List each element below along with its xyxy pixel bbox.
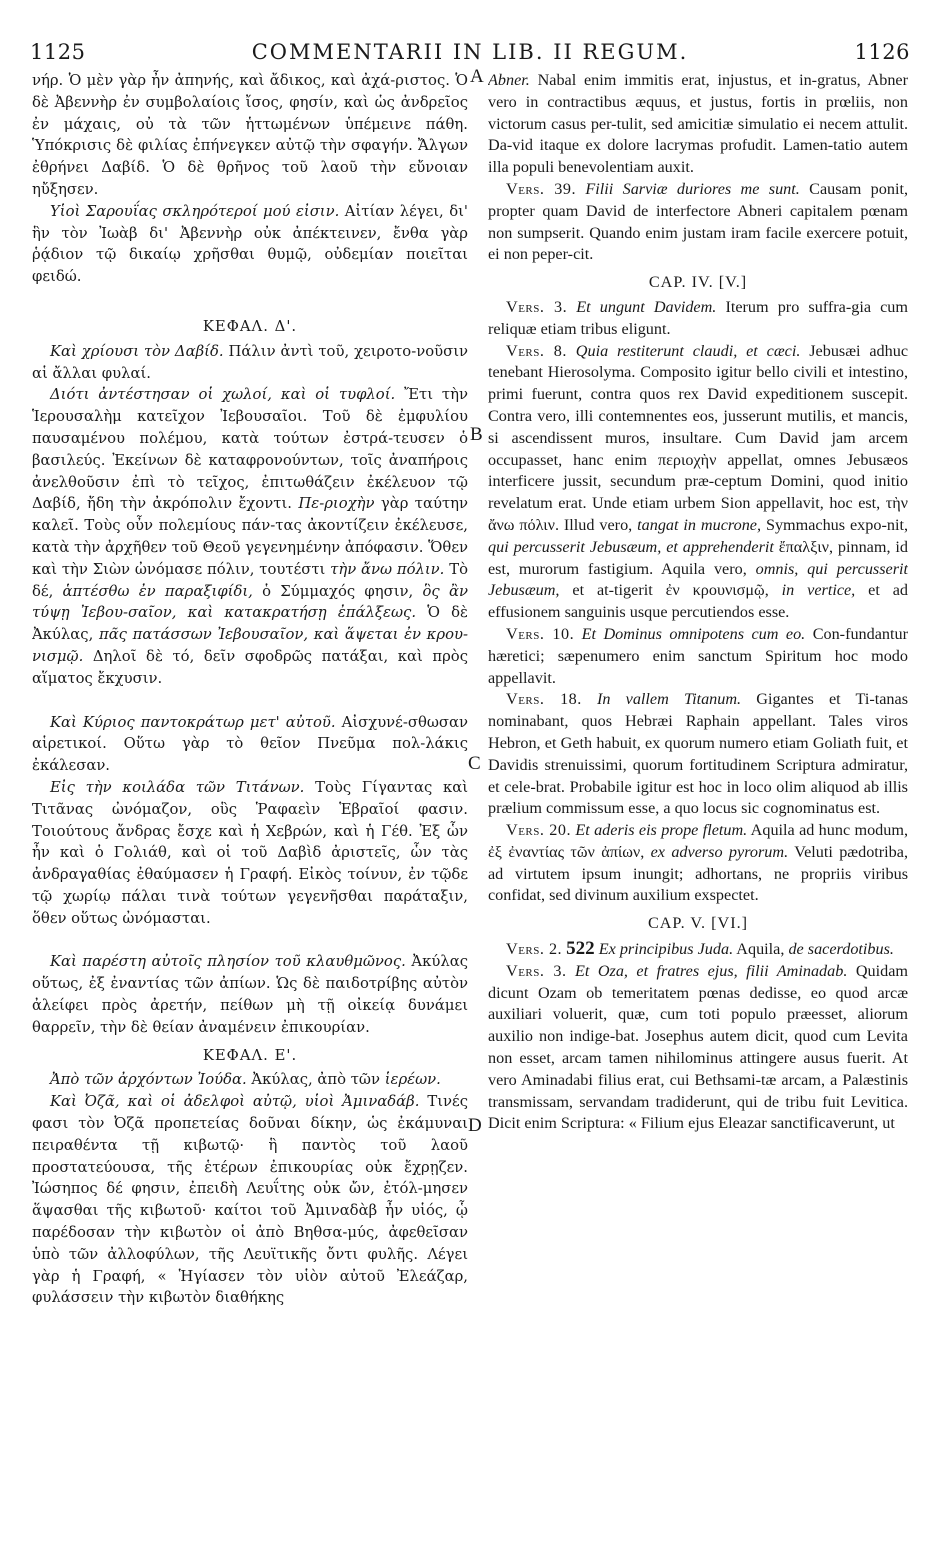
latin-paragraph: Vers. 20. Et aderis eis prope fletum. Aquila ad hunc modum, ἐξ ἐναντίας τῶν ἀπίων, ex adverso pyrorum. Veluti pædotriba, ad virtutem ipsum inungit; adhortans, ne propriis viribus confidat, sed divinum auxilium exspectet.	[488, 821, 908, 905]
greek-paragraph: νήρ. Ὁ μὲν γὰρ ἦν ἀπηνής, καὶ ἄδικος, καὶ ἀχά-ριστος. Ὁ δὲ Ἀβεννὴρ ἐν συμβολαίοις ἴσος, φησίν, καὶ ὡς ἀνδρεῖος ἐν μάχαις, οὐ τὰ τῶν ἡττωμένων ὑπέμεινε πάθη. Ὑπόκρισις δὲ φιλίας ἐπήνεγκεν αὐτῷ τὴν σφαγήν. Ἄλγων ἐθρήνει Δαβίδ. Ὁ δὲ θρῆνος τοῦ λαοῦ τὴν εὔνοιαν ηὔξησεν.	[32, 72, 468, 198]
spacer	[32, 288, 468, 310]
margin-marker-c: C	[468, 753, 481, 774]
greek-paragraph: Καὶ Κύριος παντοκράτωρ μετ' αὐτοῦ. Αἰσχυνέ-σθωσαν αἱρετικοί. Οὕτω γὰρ τὸ θεῖον Πνεῦμα πολ-λάκις ἐκάλεσαν.	[32, 713, 468, 775]
latin-paragraph: Vers. 2. 522 Ex principibus Juda. Aquila, de sacerdotibus.	[506, 938, 894, 960]
chapter-heading-latin-5: CAP. V. [VI.]	[647, 914, 749, 933]
latin-paragraph: Vers. 18. In vallem Titanum. Gigantes et Ti-tanas nominabant, quos Hebræi Raphain appellant. Tales viros Hebron, et Geth habuit, ex quorum numero etiam Goliath fuit, et Davidis strenuissimi, quorum fortitudinem Scriptura admiratur, et cele-brat. Probabile igitur est hoc in loco olim aliquod ab illis prælium commissum esse, a quo locus sic cognominatus est.	[488, 690, 908, 818]
greek-paragraph: Εἰς τὴν κοιλάδα τῶν Τιτάνων. Τοὺς Γίγαντας καὶ Τιτᾶνας ὠνόμαζον, οὓς Ῥαφαεὶν Ἑβραῖοί φασιν. Τοιούτους ἄνδρας ἔσχε καὶ ἡ Χεβρών, καὶ ἡ Γέθ. Ἐξ ὧν ἦν καὶ ὁ Γολιάθ, καὶ οἱ τοῦ Δαβὶδ ἀριστεῖς, ὧν τὰς ἀνδραγαθίας ἐθαύμασεν ἡ Γραφή. Εἰκὸς τοίνυν, ἐν τῷδε τῷ χωρίῳ πάλαι τινὰ τούτων γεγενῆσθαι παράταξιν, ὅθεν οὕτως ὠνόμασται.	[32, 778, 468, 927]
latin-column	[488, 70, 908, 1525]
running-title: COMMENTARII IN LIB. II REGUM.	[251, 40, 689, 64]
spacer	[32, 929, 468, 951]
latin-paragraph: Vers. 3. Et Oza, et fratres ejus, filii Aminadab. Quidam dicunt Ozam ob temeritatem pœnas dedisse, eo quod arcæ auxiliari voluerit, quæ, cum toti populo præesset, aliorum auxilio non indige-bat. Josephus autem dicit, quod cum Levita non esset, arcam tamen nihilominus attingere ausus fuerit. At vero Aminadabi filius erat, cui Bethsami-tæ arcam, a Palæstinis transmissam, servandam tradiderunt, qui de tribu fuit Levitica. Dicit enim Scriptura: « Filium ejus Eleazar sanctificaverunt, ut	[488, 961, 908, 1133]
page-number-left: 1125	[30, 40, 86, 64]
greek-paragraph: Διότι ἀντέστησαν οἱ χωλοί, καὶ οἱ τυφλοί. Ἔτι τὴν Ἱερουσαλὴμ κατεῖχον Ἰεβουσαῖοι. Τοῦ δὲ ἐμφυλίου παυσαμένου πολέμου, κατὰ τούτων ἐστρά-τευσεν ὁ βασιλεύς. Ἐκείνων δὲ καταφρονούντων, τοῖς ἀναπήροις ἀνελθοῦσιν ἐπὶ τὸ τεῖχος, ἐπιτωθάζειν ἐκέλευον τῷ Δαβίδ, ἤδη τὴν ἀκρόπολιν ἔχοντι. Πε-ριοχὴν γὰρ ταύτην καλεῖ. Τοὺς οὖν πολεμίους πάν-τας ἀκοντίζειν ἐκέλευσε, κατὰ τὴν ἀρχῆθεν τοῦ Θεοῦ γεγενημένην ἀπόφασιν. Ὅθεν καὶ τὴν Σιὼν ὠνόμασε πόλιν, τουτέστι τὴν ἄνω πόλιν. Τὸ δέ, ἁπτέσθω ἐν παραξιφίδι, ὁ Σύμμαχός φησιν, ὃς ἂν τύψῃ Ἰεβου-σαῖον, καὶ κατακρατήσῃ ἐπάλξεως. Ὁ δὲ Ἀκύλας, πᾶς πατάσσων Ἰεβουσαῖον, καὶ ἅψεται ἐν κρου-νισμῷ. Δηλοῖ δὲ τό, δεῖν σφοδρῶς πατάξαι, καὶ πρὸς αἵματος ἔκχυσιν.	[32, 386, 468, 687]
marginal-column-number: 522	[566, 938, 595, 960]
margin-marker-a: A	[470, 66, 484, 87]
chapter-heading-greek-4: ΚΕΦΑΛ. Δ'.	[202, 317, 298, 335]
page-number-right: 1126	[854, 40, 910, 64]
margin-marker-d: D	[468, 1115, 482, 1136]
spacer	[32, 690, 468, 712]
latin-paragraph: Vers. 3. Et ungunt Davidem. Iterum pro suffra-gia cum reliquæ etiam tribus eligunt.	[488, 297, 908, 338]
greek-paragraph: Ἀπὸ τῶν ἀρχόντων Ἰούδα. Ἀκύλας, ἀπὸ τῶν ἱερέων.	[50, 1071, 441, 1089]
greek-paragraph: Καὶ παρέστη αὐτοῖς πλησίον τοῦ κλαυθμῶνος. Ἀκύλας οὕτως, ἐξ ἐναντίας τῶν ἀπίων. Ὡς δὲ παιδοτρίβης αὐτὸν ἀλείφει πρὸς ἀρετήν, πείθων μὴ τῇ οἰκείᾳ δυνάμει θαρρεῖν, τὴν δὲ θείαν ἀναμένειν ἐπικουρίαν.	[32, 953, 468, 1036]
chapter-heading-greek-5: ΚΕΦΑΛ. Ε'.	[202, 1046, 298, 1064]
page-header	[30, 36, 910, 66]
greek-column	[32, 70, 468, 1525]
latin-paragraph: Vers. 10. Et Dominus omnipotens cum eo. Con-fundantur hæretici; sæpenumero enim sanctum Spiritum hoc modo appellavit.	[488, 624, 908, 687]
greek-paragraph: Καὶ χρίουσι τὸν Δαβίδ. Πάλιν ἀντὶ τοῦ, χειροτο-νοῦσιν αἱ ἄλλαι φυλαί.	[32, 342, 468, 382]
latin-paragraph: Vers. 39. Filii Sarviæ duriores me sunt. Causam ponit, propter quam David de interfectore Abneri capitalem pœnam non sumpserit. Quando enim justam iram facile exercere potuit, ei non peper-cit.	[488, 179, 908, 264]
margin-marker-b: B	[470, 424, 483, 445]
latin-paragraph: Abner. Nabal enim immitis erat, injustus, et in-gratus, Abner vero in contractibus æquus, et justus, fortis in prœliis, non victorum casus per-tulit, sed amicitiæ simulatio ei necem attulit. Da-vid itaque ex dolore lacrymas profudit. Lamen-tatio autem illa populi benevolentiam auxit.	[488, 71, 908, 177]
greek-paragraph: Καὶ Ὀζᾶ, καὶ οἱ ἀδελφοὶ αὐτῷ, υἱοὶ Ἀμιναδάβ. Τινές φασι τὸν Ὀζᾶ προπετείας δοῦναι δίκην, ὡς ἐκάμυναι πειραθέντα τῇ κιβωτῷ· ἣ παντὸς τοῦ λαοῦ προστατεύουσα, τῆς ἑτέρων ἐπικουρίας οὐκ ἔχρῃζεν. Ἰώσηπος δέ φησιν, ἐπειδὴ Λευΐτης οὐκ ὤν, ἐτόλ-μησεν ἅψασθαι τῆς κιβωτοῦ· καίτοι τοῦ Ἀμιναδὰβ ἦν υἱός, ᾧ παρέδοσαν τὴν κιβωτὸν οἱ ἀπὸ Βηθσα-μύς, ἀφεθεῖσαν ὑπὸ τῶν ἀλλοφύλων, τῆς Λευϊτικῆς ὄντι φυλῆς. Λέγει γὰρ ἡ Γραφή, « Ἡγίασεν τὸν υἱὸν αὐτοῦ Ἐλεάζαρ, φυλάσσειν τὴν κιβωτὸν διαθήκης	[32, 1093, 468, 1307]
chapter-heading-latin-4: CAP. IV. [V.]	[648, 273, 748, 292]
latin-paragraph: Vers. 8. Quia restiterunt claudi, et cæci. Jebusæi adhuc tenebant Hierosolyma. Composito igitur bello civili et intestino, primi fuerunt, contra quos rex David expeditionem suscepit. Contra vero, illi contemnentes eos, jusserunt mutilis, et mancis, si ascendissent muros, insultare. Cum David jam arcem occupasset, hanc enim περιοχὴν appellat, omnes Jebusæos interficere jussit, secundum præ-ceptum Domini, quod initio revelatum erat. Unde etiam urbem Sion appellavit, hoc est, τὴν ἄνω πόλιν. Illud vero, tangat in mucrone, Symmachus expo-nit, qui percusserit Jebusæum, et apprehenderit ἔπαλξιν, pinnam, id est, murorum fastigium. Aquila vero, omnis, qui percusserit Jebusæum, et at-tigerit ἐν κρουνισμῷ, in vertice, et ad effusionem sanguinis usque percutiendos esse.	[488, 341, 908, 622]
greek-paragraph: Υἱοὶ Σαρουΐας σκληρότεροί μού εἰσιν. Αἰτίαν λέγει, δι' ἣν τὸν Ἰωὰβ δι' Ἀβεννὴρ οὐκ ἀπέκτεινεν, ἔνθα γὰρ ῥᾴδιον τῷ δικαίῳ χρῆσθαι θυμῷ, οὐδεμίαν ποιεῖται φειδώ.	[32, 202, 468, 286]
